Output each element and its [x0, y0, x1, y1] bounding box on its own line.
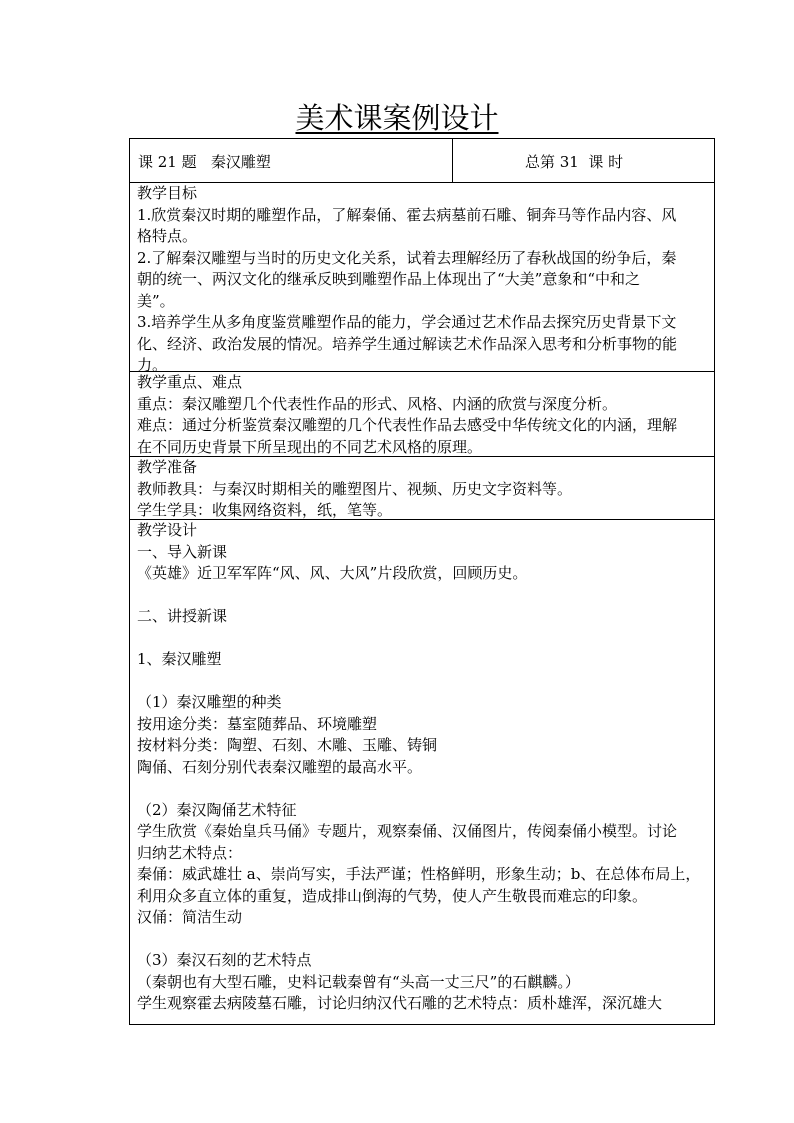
design-line: 汉俑：简洁生动	[137, 908, 243, 926]
design-line: 1、秦汉雕塑	[137, 650, 222, 668]
objectives-line: 美”。	[137, 291, 175, 310]
objectives-line: 力。	[137, 356, 168, 374]
design-line: 学生欣赏《秦始皇兵马俑》专题片，观察秦俑、汉俑图片，传阅秦俑小模型。讨论	[137, 822, 678, 840]
design-line: 陶俑、石刻分别代表秦汉雕塑的最高水平。	[137, 757, 423, 776]
design-line: 按用途分类：墓室随葬品、环境雕塑	[137, 714, 378, 733]
objectives-line: 朝的统一、两汉文化的继承反映到雕塑作品上体现出了“大美”意象和“中和之	[137, 270, 641, 288]
design-line: 秦俑：威武雄壮 a、崇尚写实，手法严谨；性格鲜明，形象生动；b、在总体布局上，	[137, 865, 701, 883]
design-line	[137, 585, 710, 607]
header-divider	[452, 139, 453, 182]
design-line	[137, 778, 710, 800]
preparation-section	[137, 457, 710, 522]
keypoints-lines	[137, 394, 710, 459]
design-line: 一、导入新课	[137, 542, 228, 561]
lesson-topic: 课 21 题 秦汉雕塑	[138, 153, 271, 171]
keypoints-section	[137, 372, 710, 458]
design-line	[137, 628, 710, 650]
keypoints-line: 在不同历史背景下所呈现出的不同艺术风格的原理。	[137, 437, 483, 456]
preparation-heading: 教学准备	[137, 458, 198, 476]
preparation-line: 学生学具：收集网络资料，纸，笔等。	[137, 501, 393, 519]
preparation-lines	[137, 479, 710, 522]
objectives-line: 格特点。	[137, 227, 198, 245]
objectives-heading: 教学目标	[137, 184, 198, 202]
design-line: （秦朝也有大型石雕，史料记载秦曾有“头高一丈三尺”的石麒麟。）	[137, 972, 580, 991]
preparation-line: 教师教具：与秦汉时期相关的雕塑图片、视频、历史文字资料等。	[137, 479, 573, 498]
design-line	[137, 929, 710, 951]
objectives-line: 化、经济、政治发展的情况。培养学生通过解读艺术作品深入思考和分析事物的能	[137, 334, 678, 353]
keypoints-line: 难点：通过分析鉴赏秦汉雕塑的几个代表性作品去感受中华传统文化的内涵，理解	[137, 416, 678, 434]
design-line: （1）秦汉雕塑的种类	[137, 693, 282, 711]
lesson-header-row	[130, 139, 714, 182]
design-line: （3）秦汉石刻的艺术特点	[137, 951, 312, 969]
objectives-lines	[137, 205, 710, 377]
keypoints-line: 重点：秦汉雕塑几个代表性作品的形式、风格、内涵的欣赏与深度分析。	[137, 394, 618, 413]
design-line: （2）秦汉陶俑艺术特征	[137, 800, 297, 819]
keypoints-heading: 教学重点、难点	[137, 373, 243, 391]
objectives-line: 2.了解秦汉雕塑与当时的历史文化关系，试着去理解经历了春秋战国的纷争后，秦	[137, 248, 677, 267]
design-heading: 教学设计	[137, 521, 198, 539]
design-line: 《英雄》近卫军军阵“风、风、大风”片段欣赏，回顾历史。	[137, 564, 528, 582]
design-section	[137, 520, 710, 1015]
lesson-table	[129, 138, 715, 1025]
design-line: 二、讲授新课	[137, 607, 228, 625]
page-title: 美术课案例设计	[295, 101, 499, 135]
design-line: 按材料分类：陶塑、石刻、木雕、玉雕、铸铜	[137, 736, 438, 754]
design-line	[137, 671, 710, 693]
lesson-period: 总第 31 课 时	[525, 153, 624, 171]
objectives-line: 3.培养学生从多角度鉴赏雕塑作品的能力，学会通过艺术作品去探究历史背景下文	[137, 313, 677, 331]
design-line: 归纳艺术特点：	[137, 843, 243, 862]
objectives-line: 1.欣赏秦汉时期的雕塑作品，了解秦俑、霍去病墓前石雕、铜奔马等作品内容、风	[137, 205, 677, 224]
design-line: 学生观察霍去病陵墓石雕，讨论归纳汉代石雕的艺术特点：质朴雄浑，深沉雄大	[137, 994, 663, 1012]
design-line: 利用众多直立体的重复，造成排山倒海的气势，使人产生敬畏而难忘的印象。	[137, 886, 648, 905]
design-lines	[137, 542, 710, 1015]
objectives-section	[137, 183, 710, 377]
